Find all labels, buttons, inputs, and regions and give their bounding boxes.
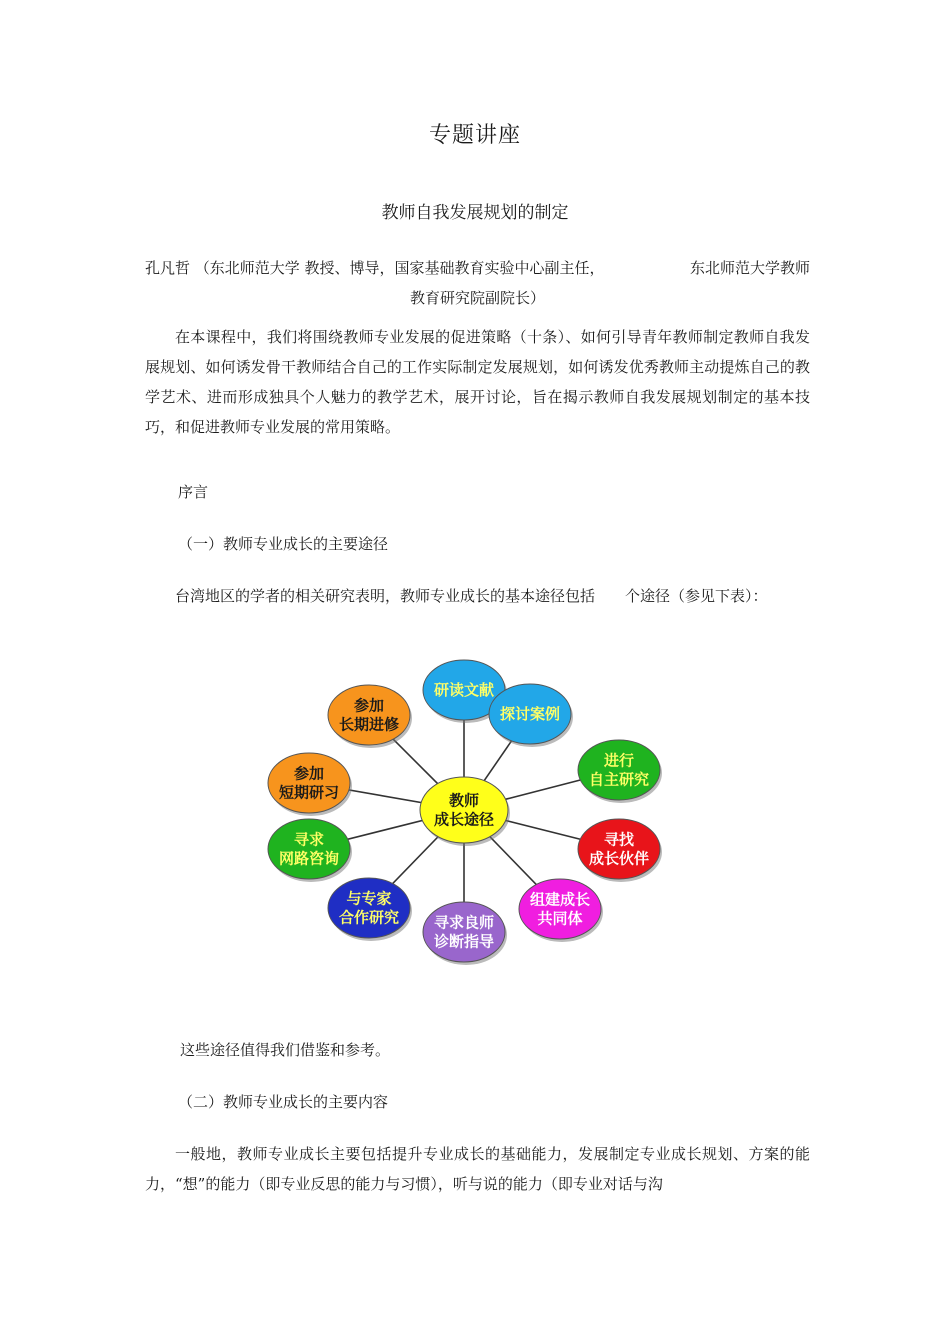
path-node-label: 长期进修 [338, 715, 400, 734]
author-line1-right: 东北师范大学教师 [689, 259, 810, 277]
path-node-label: 成长伙伴 [588, 849, 650, 868]
path-node-label: 组建成长 [529, 890, 591, 909]
preface-heading: 序言 [178, 483, 209, 501]
author-line1-left: 孔凡哲 （东北师范大学 教授、博导，国家基础教育实验中心副主任， [145, 259, 605, 277]
section1-heading: （一）教师专业成长的主要途径 [178, 535, 389, 553]
lecture-title: 专题讲座 [428, 123, 521, 148]
path-node-label: 短期研习 [278, 783, 340, 802]
intro-paragraph: 在本课程中，我们将围绕教师专业发展的促进策略（十条）、如何引导青年教师制定教师自我发展规划、如何诱发骨干教师结合自己的工作实际制定发展规划，如何诱发优秀教师主动提炼自己的教学艺术、进而形成独具个人魅力的教学艺术，展开讨论，旨在揭示教师自我发展规划制定的基本技巧，和促进教师专业发展的常用策略。 [145, 328, 810, 436]
path-node-label: 寻求 [293, 830, 325, 849]
path-node-label: 进行 [603, 751, 635, 770]
diagram-svg [258, 655, 678, 965]
section2-paragraph: 一般地，教师专业成长主要包括提升专业成长的基础能力，发展制定专业成长规划、方案的能力，“想”的能力（即专业反思的能力与习惯），听与说的能力（即专业对话与沟 [145, 1145, 810, 1193]
path-node-label: 寻求良师 [433, 913, 495, 932]
path-node-label: 合作研究 [338, 908, 400, 927]
section2-heading: （二）教师专业成长的主要内容 [178, 1093, 389, 1111]
path-node-label: 网路咨询 [278, 849, 340, 868]
path-node-label: 与专家 [346, 889, 392, 908]
author-line2: 教育研究院副院长） [409, 289, 545, 307]
center-node-label: 教师 [448, 791, 480, 810]
path-node-label: 参加 [353, 696, 385, 715]
path-node-label: 参加 [293, 764, 325, 783]
lecture-subtitle: 教师自我发展规划的制定 [381, 203, 569, 223]
path-node-label: 寻找 [603, 830, 635, 849]
path-node-label: 研读文献 [433, 681, 495, 699]
growth-paths-diagram [258, 655, 678, 965]
center-node-label: 成长途径 [433, 810, 495, 829]
section1-paragraph: 台湾地区的学者的相关研究表明，教师专业成长的基本途径包括 个途径（参见下表）： [175, 587, 768, 605]
path-node-label: 共同体 [537, 909, 583, 928]
path-node-label: 探讨案例 [499, 705, 561, 723]
author-info [145, 253, 810, 313]
after-diagram-text: 这些途径值得我们借鉴和参考。 [180, 1041, 391, 1059]
path-node-label: 自主研究 [588, 770, 650, 789]
path-node-label: 诊断指导 [433, 932, 495, 951]
